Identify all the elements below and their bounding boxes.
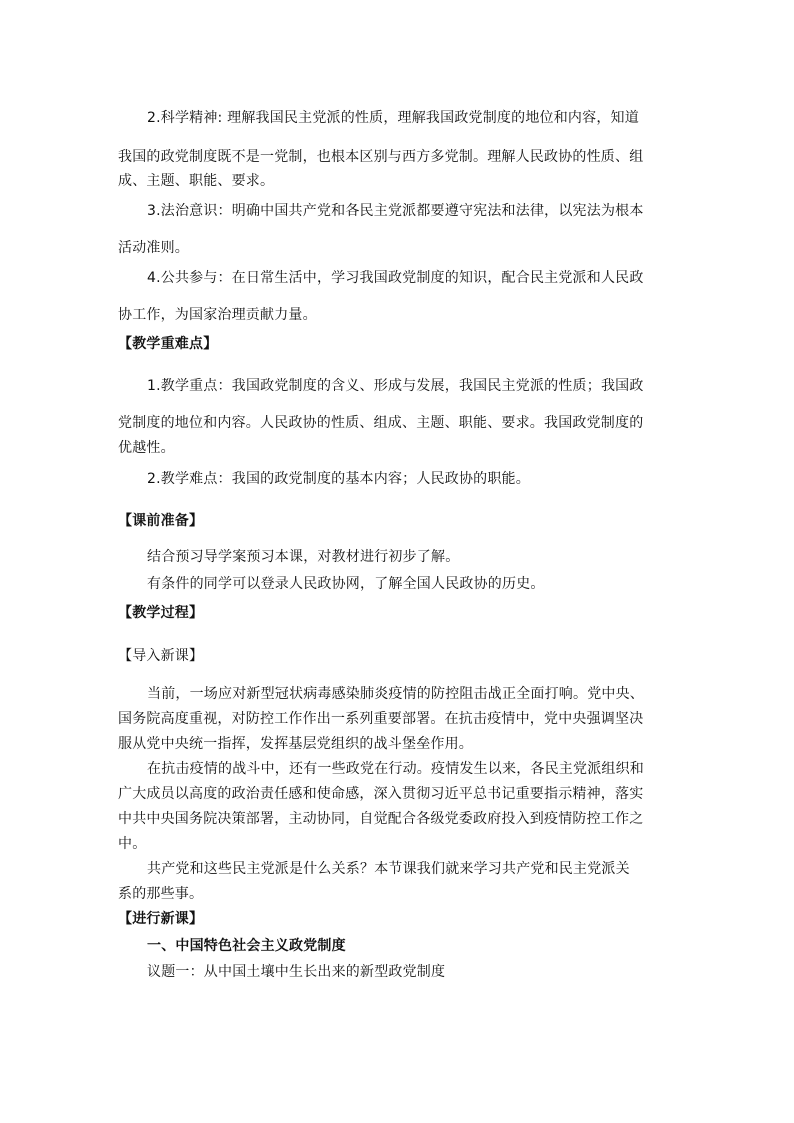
introduction-paragraph-3-line-1: 共产党和这些民主党派是什么关系？本节课我们就来学习共产党和民主党派关	[147, 861, 630, 877]
public-participation-line-1: 4.公共参与：在日常生活中，学习我国政党制度的知识，配合民主党派和人民政	[147, 270, 644, 286]
key-point-line-3: 优越性。	[118, 440, 175, 456]
introduction-paragraph-1-line-1: 当前，一场应对新型冠状病毒感染肺炎疫情的防控阻击战正全面打响。党中央、	[147, 686, 644, 702]
key-point-line-2: 党制度的地位和内容。人民政协的性质、组成、主题、职能、要求。我国政党制度的	[118, 415, 644, 431]
introduction-paragraph-2-line-1: 在抗击疫情的战斗中，还有一些政党在行动。疫情发生以来，各民主党派组织和	[147, 761, 644, 777]
rule-of-law-line-2: 活动准则。	[118, 240, 189, 256]
difficult-point-line: 2.教学难点：我国的政党制度的基本内容；人民政协的职能。	[147, 471, 530, 487]
introduction-paragraph-1-line-3: 服从党中央统一指挥，发挥基层党组织的战斗堡垒作用。	[118, 736, 473, 752]
introduction-paragraph-2-line-2: 广大成员以高度的政治责任感和使命感，深入贯彻习近平总书记重要指示精神，落实	[118, 786, 644, 802]
preparation-line-2: 有条件的同学可以登录人民政协网，了解全国人民政协的历史。	[147, 576, 545, 592]
key-point-line-1: 1.教学重点：我国政党制度的含义、形成与发展，我国民主党派的性质；我国政	[147, 378, 644, 394]
introduction-paragraph-1-line-2: 国务院高度重视，对防控工作作出一系列重要部署。在抗击疫情中，党中央强调坚决	[118, 711, 644, 727]
rule-of-law-line-1: 3.法治意识：明确中国共产党和各民主党派都要遵守宪法和法律，以宪法为根本	[147, 203, 644, 219]
teaching-key-points-heading: 【教学重难点】	[118, 336, 218, 352]
public-participation-line-2: 协工作，为国家治理贡献力量。	[118, 307, 317, 323]
introduction-heading: 【导入新课】	[118, 648, 204, 664]
science-spirit-line-3: 成、主题、职能、要求。	[118, 173, 275, 189]
science-spirit-line-1: 2.科学精神: 理解我国民主党派的性质，理解我国政党制度的地位和内容，知道	[147, 110, 639, 126]
preparation-line-1: 结合预习导学案预习本课，对教材进行初步了解。	[147, 549, 460, 565]
teaching-process-heading: 【教学过程】	[118, 605, 204, 621]
topic-one-line: 议题一：从中国土壤中生长出来的新型政党制度	[147, 964, 446, 980]
science-spirit-line-2: 我国的政党制度既不是一党制，也根本区别与西方多党制。理解人民政协的性质、组	[118, 149, 644, 165]
introduction-paragraph-2-line-4: 中。	[118, 836, 147, 852]
new-lesson-heading: 【进行新课】	[118, 911, 204, 927]
preparation-heading: 【课前准备】	[118, 513, 204, 529]
section-one-title: 一、中国特色社会主义政党制度	[147, 938, 346, 954]
introduction-paragraph-3-line-2: 系的那些事。	[118, 886, 204, 902]
introduction-paragraph-2-line-3: 中共中央国务院决策部署，主动协同，自觉配合各级党委政府投入到疫情防控工作之	[118, 811, 644, 827]
